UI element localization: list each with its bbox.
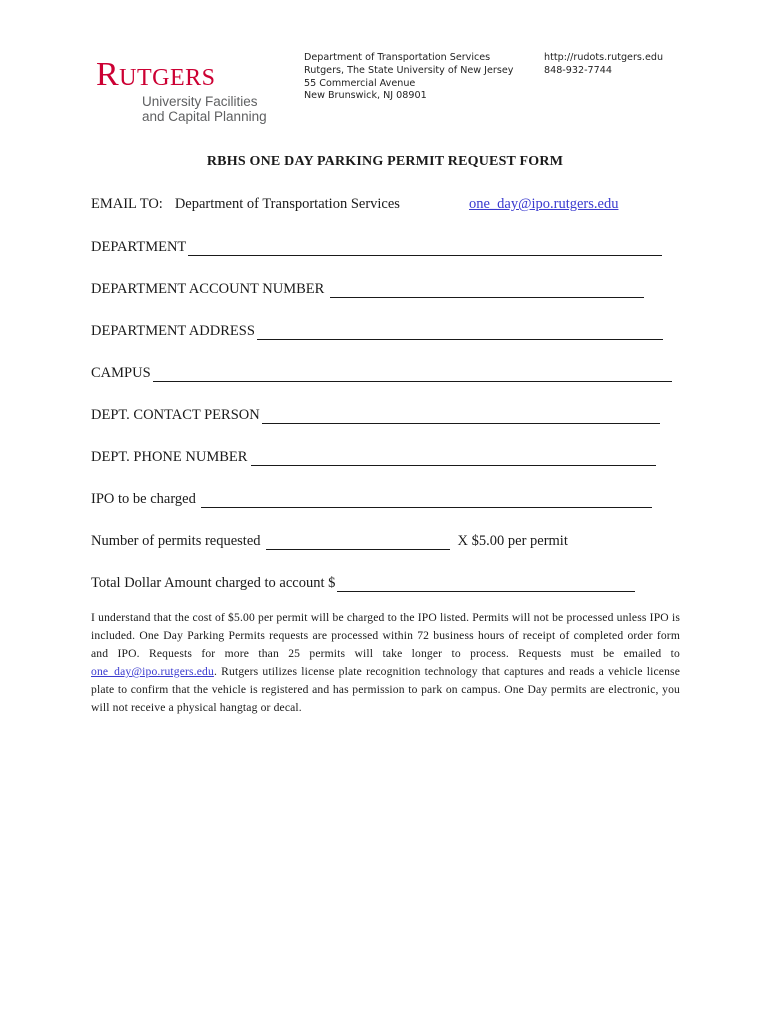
website-text: http://rudots.rutgers.edu xyxy=(544,52,664,63)
phone-number-field xyxy=(91,446,656,466)
address-line-3: 55 Commercial Avenue xyxy=(304,77,416,89)
num-permits-input-line[interactable] xyxy=(266,534,450,550)
ipo-input-line[interactable] xyxy=(201,492,652,508)
total-amount-field xyxy=(91,572,635,592)
notice-email-link[interactable]: one_day@ipo.rutgers.edu xyxy=(91,665,214,678)
address-field xyxy=(91,320,663,340)
ipo-field xyxy=(91,488,652,508)
address-input-line[interactable] xyxy=(257,324,663,340)
logo-wordmark: Rutgers xyxy=(96,56,216,93)
phone-number-label: DEPT. PHONE NUMBER xyxy=(91,449,248,465)
ipo-label: IPO to be charged xyxy=(91,491,196,507)
rutgers-logo xyxy=(96,58,276,124)
campus-label: CAMPUS xyxy=(91,365,151,381)
total-amount-label: Total Dollar Amount charged to account $ xyxy=(91,575,336,591)
department-field xyxy=(91,236,662,256)
email-to-label: EMAIL TO: xyxy=(91,196,163,212)
logo-subtitle-line2: and Capital Planning xyxy=(142,109,267,124)
address-line-2: Rutgers, The State University of New Jersey xyxy=(304,64,514,76)
phone-text: 848-932-7744 xyxy=(544,64,612,76)
terms-notice xyxy=(91,609,680,717)
notice-text-part2: . Rutgers utilizes license plate recognition technology that captures and reads a vehicle license plate to confirm that the vehicle is registered and has permission to park on campus. One Day permits are electronic, you will not receive a physical hangtag or decal. xyxy=(91,665,680,714)
num-permits-label: Number of permits requested xyxy=(91,533,261,549)
logo-subtitle-line1: University Facilities xyxy=(142,94,258,109)
campus-input-line[interactable] xyxy=(153,366,672,382)
account-number-label: DEPARTMENT ACCOUNT NUMBER xyxy=(91,281,325,297)
address-line-4: New Brunswick, NJ 08901 xyxy=(304,90,427,102)
email-to-department: Department of Transportation Services xyxy=(174,196,400,212)
department-label: DEPARTMENT xyxy=(91,239,187,255)
total-amount-input-line[interactable] xyxy=(337,576,635,592)
address-line-1: Department of Transportation Services xyxy=(304,52,491,63)
account-number-field xyxy=(91,278,644,298)
contact-person-field xyxy=(91,404,660,424)
per-permit-price: X $5.00 per permit xyxy=(457,533,568,549)
department-address-block xyxy=(304,52,513,103)
address-label: DEPARTMENT ADDRESS xyxy=(91,323,255,339)
contact-person-label: DEPT. CONTACT PERSON xyxy=(91,407,260,423)
phone-number-input-line[interactable] xyxy=(251,450,656,466)
department-input-line[interactable] xyxy=(188,240,662,256)
email-to-row xyxy=(91,196,400,213)
notice-text-part1: I understand that the cost of $5.00 per permit will be charged to the IPO listed. Permits will not be processed unless IPO is included. One Day Parking Permits requests are processed within 72 business hours of receipt of completed order form and IPO. Requests for more than 25 permits will take longer to process. Requests must be emailed to xyxy=(91,611,680,660)
campus-field xyxy=(91,362,672,382)
form-title: RBHS ONE DAY PARKING PERMIT REQUEST FORM xyxy=(206,154,564,169)
contact-info-block xyxy=(544,52,663,78)
email-address-link[interactable]: one_day@ipo.rutgers.edu xyxy=(469,196,619,212)
contact-person-input-line[interactable] xyxy=(262,408,660,424)
num-permits-field xyxy=(91,530,568,550)
account-number-input-line[interactable] xyxy=(330,282,644,298)
